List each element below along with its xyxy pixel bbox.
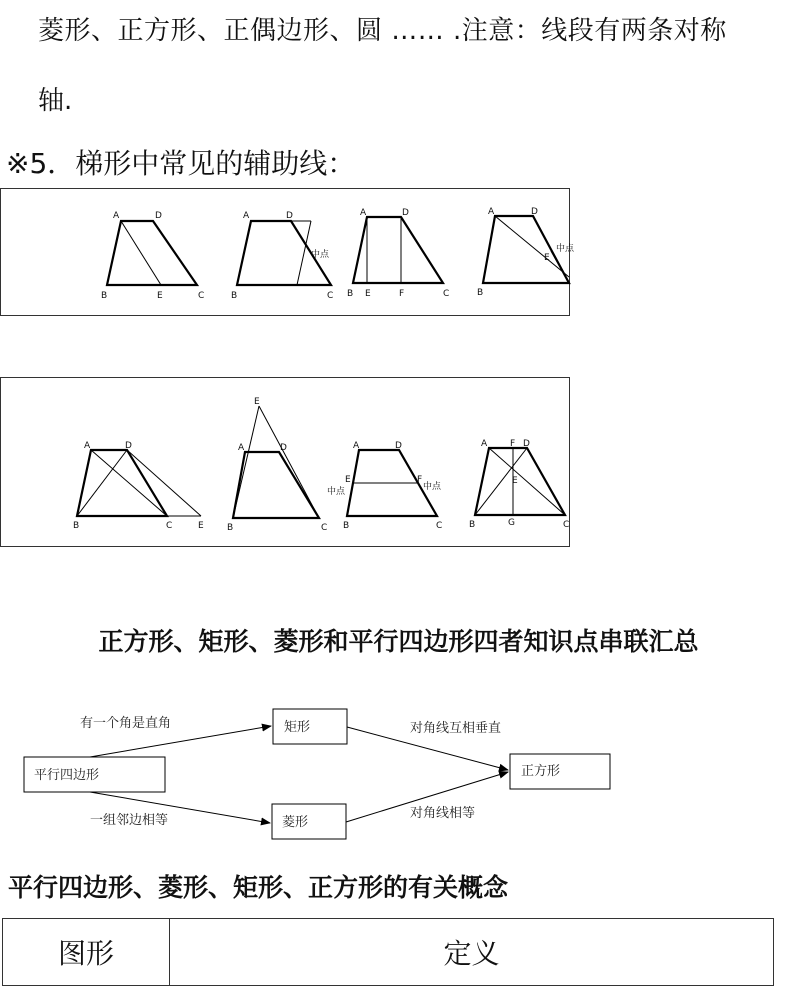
fig1-label-d: D (155, 211, 162, 221)
b-fig1-label-a: A (84, 441, 91, 451)
trapezoid-aux-figures-bottom (0, 377, 570, 547)
node-square-label: 正方形 (521, 764, 561, 779)
fig3-label-c: C (443, 289, 450, 299)
b-fig3-label-d: D (395, 441, 402, 451)
fig3-label-d: D (402, 208, 409, 218)
edge-label-right-angle: 有一个角是直角 (80, 716, 172, 731)
node-rectangle-label: 矩形 (284, 720, 311, 735)
edge-label-adjacent-sides: 一组邻边相等 (90, 813, 169, 828)
b-fig2-label-b: B (227, 523, 234, 533)
b-fig4-label-a: A (481, 439, 488, 449)
section-5-heading: ※5．梯形中常见的辅助线： (6, 147, 356, 180)
b-fig3-label-c: C (436, 521, 443, 531)
b-fig4-label-e: E (512, 476, 518, 486)
fig3-label-e: E (365, 289, 371, 299)
fig4-label-e: E (544, 253, 550, 263)
fig1-label-c: C (198, 291, 205, 301)
fig1-label-a: A (113, 211, 120, 221)
node-rhombus-label: 菱形 (282, 815, 309, 830)
b-fig2-label-d: D (280, 443, 287, 453)
b-fig2-label-a: A (238, 443, 245, 453)
b-fig2-label-e: E (254, 397, 260, 407)
b-fig4-label-b: B (469, 520, 476, 530)
fig1-label-e: E (157, 291, 163, 301)
fig2-label-c: C (327, 291, 334, 301)
b-fig4-label-g: G (508, 518, 515, 528)
fig4-label-a: A (488, 207, 495, 217)
intro-line-2: 轴. (38, 86, 73, 116)
fig2-label-d: D (286, 211, 293, 221)
b-fig1-label-c: C (166, 521, 173, 531)
b-fig1-label-b: B (73, 521, 80, 531)
concepts-table (2, 918, 774, 986)
intro-line-1: 菱形、正方形、正偶边形、圆 …… .注意：线段有两条对称 (38, 16, 727, 46)
concepts-title: 平行四边形、菱形、矩形、正方形的有关概念 (8, 873, 509, 902)
fig4-label-d: D (531, 207, 538, 217)
summary-title: 正方形、矩形、菱形和平行四边形四者知识点串联汇总 (98, 627, 699, 656)
b-fig4-label-c: C (563, 520, 570, 530)
b-fig3-label-midpoint-left: 中点 (327, 487, 346, 497)
trapezoid-aux-figures-top (0, 188, 575, 316)
fig2-label-midpoint: 中点 (311, 250, 330, 260)
b-fig4-label-f: F (510, 439, 516, 449)
fig4-label-b: B (477, 288, 484, 298)
b-fig1-label-d: D (125, 441, 132, 451)
b-fig1-label-e: E (198, 521, 204, 531)
concepts-table-header-row (3, 919, 774, 986)
b-fig3-label-a: A (353, 441, 360, 451)
header-figure: 图形 (3, 919, 170, 986)
fig4-label-midpoint: 中点 (556, 244, 575, 254)
header-definition: 定义 (170, 919, 774, 986)
fig2-label-b: B (231, 291, 238, 301)
b-fig4-label-d: D (523, 439, 530, 449)
fig3-label-f: F (399, 289, 405, 299)
fig2-label-a: A (243, 211, 250, 221)
fig3-label-b: B (347, 289, 354, 299)
fig1-label-b: B (101, 291, 108, 301)
quadrilateral-relation-diagram (0, 700, 797, 850)
fig3-label-a: A (360, 208, 367, 218)
b-fig3-label-e: E (345, 475, 351, 485)
b-fig2-label-c: C (321, 523, 328, 533)
edge-label-equal-diagonals: 对角线相等 (410, 806, 476, 821)
edge-label-perpendicular-diagonals: 对角线互相垂直 (410, 721, 502, 736)
b-fig3-label-midpoint-right: 中点 (423, 482, 442, 492)
b-fig3-label-f: F (417, 475, 423, 485)
b-fig3-label-b: B (343, 521, 350, 531)
node-parallelogram-label: 平行四边形 (34, 768, 100, 783)
